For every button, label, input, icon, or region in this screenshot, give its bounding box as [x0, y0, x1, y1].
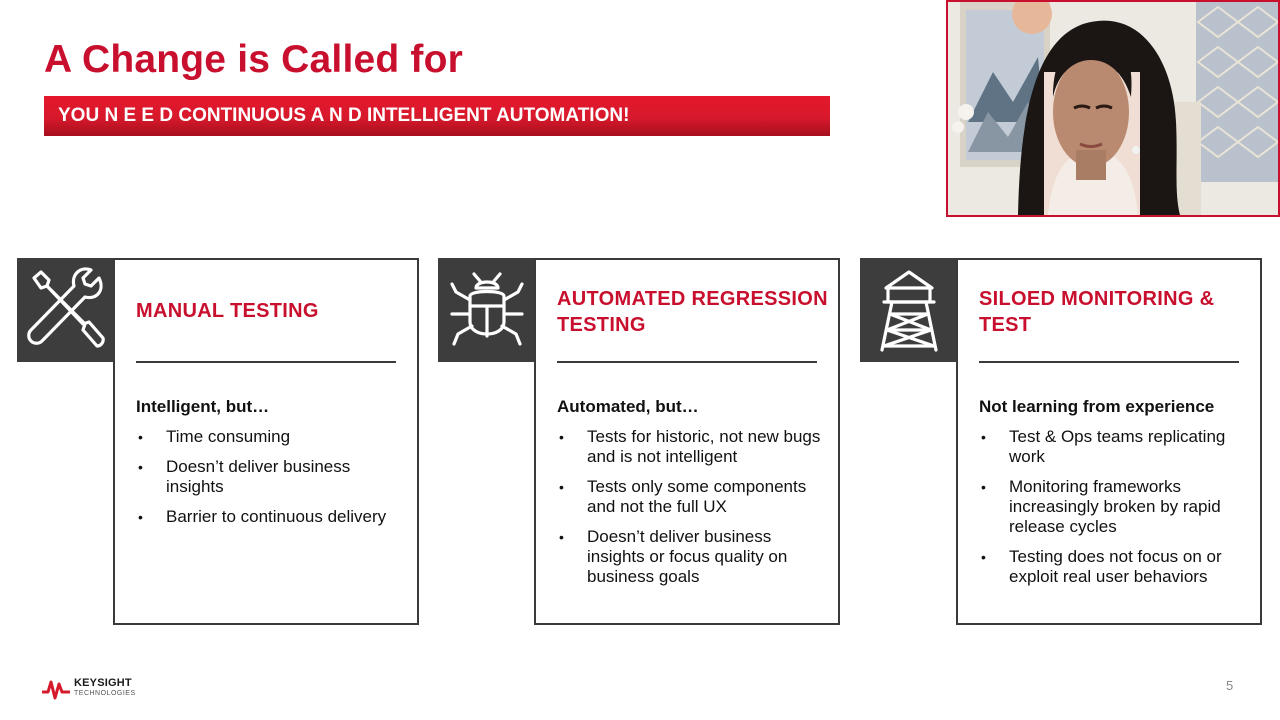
card-divider	[557, 361, 817, 363]
card-title: SILOED MONITORING & TEST	[979, 288, 1215, 336]
card-lead: Intelligent, but…	[136, 397, 270, 416]
list-item: • Tests only some components and not the full UX	[559, 477, 807, 516]
list-item: • Doesn’t deliver business insights	[138, 457, 351, 496]
card-title: MANUAL TESTING	[136, 300, 319, 322]
card-bullets	[557, 427, 827, 597]
bullet-text: Barrier to continuous delivery	[166, 507, 387, 526]
slide-title: A Change is Called for	[44, 38, 464, 81]
card-manual-testing	[113, 258, 419, 625]
presenter-video[interactable]	[946, 0, 1280, 217]
bullet-text: Test & Ops teams replicating work	[1009, 427, 1226, 466]
card-lead: Automated, but…	[557, 397, 699, 416]
presenter-video-frame	[948, 2, 1278, 215]
list-item: • Monitoring frameworks increasingly broken by rapid release cycles	[981, 477, 1221, 536]
keysight-wave-icon	[42, 678, 70, 700]
card-lead: Not learning from experience	[979, 397, 1215, 416]
list-item: • Tests for historic, not new bugs and is not intelligent	[559, 427, 821, 466]
bullet-text: Monitoring frameworks increasingly broken by rapid release cycles	[1009, 477, 1221, 536]
bullet-text: Time consuming	[166, 427, 291, 446]
subtitle-text: YOU N E E D CONTINUOUS A N D INTELLIGENT AUTOMATION!	[58, 105, 630, 126]
card-title: AUTOMATED REGRESSION TESTING	[557, 288, 828, 336]
card-icon-box	[860, 258, 957, 362]
card-bullets	[979, 427, 1249, 597]
page-number: 5	[1226, 678, 1234, 693]
logo-sub: TECHNOLOGIES	[74, 690, 136, 697]
bullet-text: Tests for historic, not new bugs and is not intelligent	[587, 427, 821, 466]
bullet-text: Tests only some components and not the full UX	[587, 477, 807, 516]
watchtower-icon	[868, 266, 950, 354]
card-icon-box	[17, 258, 114, 362]
bug-icon	[446, 266, 528, 354]
bullet-text: Doesn’t deliver business insights or focus quality on business goals	[587, 527, 788, 586]
bullet-text: Doesn’t deliver business insights	[166, 457, 351, 496]
logo-name: KEYSIGHT	[74, 677, 132, 689]
list-item: • Time consuming	[138, 427, 291, 446]
card-bullets	[136, 427, 406, 537]
list-item: • Barrier to continuous delivery	[138, 507, 387, 526]
list-item: • Test & Ops teams replicating work	[981, 427, 1226, 466]
keysight-logo	[42, 676, 152, 700]
card-divider	[136, 361, 396, 363]
list-item: • Testing does not focus on or exploit real user behaviors	[981, 547, 1222, 586]
card-divider	[979, 361, 1239, 363]
subtitle-banner	[44, 96, 830, 136]
list-item: • Doesn’t deliver business insights or focus quality on business goals	[559, 527, 788, 586]
card-siloed-monitoring	[956, 258, 1262, 625]
card-automated-regression	[534, 258, 840, 625]
wrench-screwdriver-icon	[25, 266, 107, 354]
bullet-text: Testing does not focus on or exploit real user behaviors	[1009, 547, 1222, 586]
card-icon-box	[438, 258, 535, 362]
